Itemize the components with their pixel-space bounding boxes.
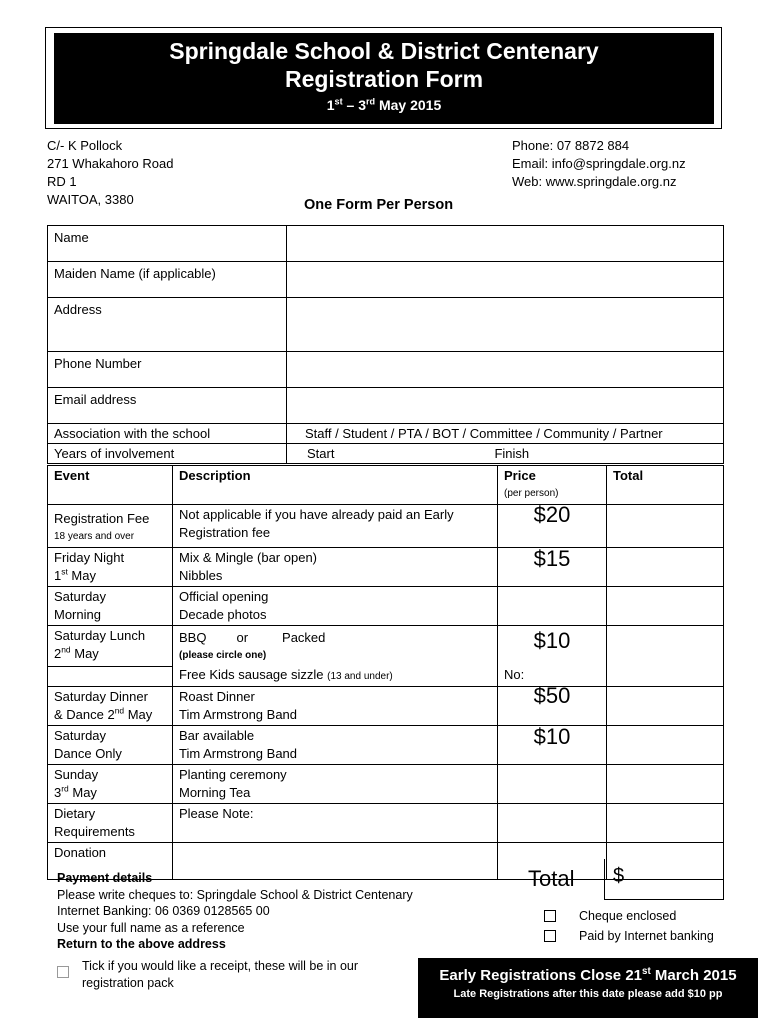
postal-address: C/- K Pollock 271 Whakahoro Road RD 1 WAITOA, 3380 bbox=[47, 138, 174, 207]
cheque-checkbox[interactable] bbox=[544, 910, 556, 922]
email-field[interactable] bbox=[287, 388, 724, 424]
association-options[interactable]: Staff / Student / PTA / BOT / Committee / Community / Partner bbox=[287, 424, 724, 444]
payment-details: Payment details Please write cheques to: Springdale School & District Centenary Internet Banking: 06 0369 0128565 00 Use your full name as a reference Return to the above address bbox=[57, 871, 413, 951]
early-registration-banner: Early Registrations Close 21st March 2015 Late Registrations after this date please add $10 pp bbox=[418, 958, 758, 1018]
association-label: Association with the school bbox=[48, 424, 287, 444]
header-total: Total bbox=[607, 466, 724, 505]
table-row: Friday Night 1st May Mix & Mingle (bar open) Nibbles $15 bbox=[48, 548, 724, 587]
events-table bbox=[47, 465, 724, 880]
header-event: Event bbox=[48, 466, 173, 505]
price-friday: $15 bbox=[498, 548, 607, 587]
phone-field[interactable] bbox=[287, 352, 724, 388]
form-title: Springdale School & District Centenary Registration Form bbox=[169, 38, 599, 92]
table-row: Sunday 3rd May Planting ceremony Morning Tea bbox=[48, 765, 724, 804]
header-description: Description bbox=[173, 466, 498, 505]
receipt-label: Tick if you would like a receipt, these will be in our registration pack bbox=[82, 959, 359, 990]
table-row: Saturday Lunch 2nd May BBQ or Packed (please circle one) $10 bbox=[48, 626, 724, 667]
table-row: Registration Fee 18 years and over Not applicable if you have already paid an Early Registration fee $20 bbox=[48, 505, 724, 548]
address-label: Address bbox=[48, 298, 287, 352]
total-cell[interactable] bbox=[607, 626, 724, 667]
table-row: Saturday Morning Official opening Decade photos bbox=[48, 587, 724, 626]
email-label: Email address bbox=[48, 388, 287, 424]
name-field[interactable] bbox=[287, 226, 724, 262]
total-cell[interactable] bbox=[607, 548, 724, 587]
bbq-option[interactable]: BBQ bbox=[179, 630, 207, 645]
kids-number[interactable]: No: bbox=[498, 666, 607, 687]
total-cell[interactable] bbox=[607, 587, 724, 626]
total-cell[interactable] bbox=[607, 666, 724, 687]
grand-total-field[interactable]: $ bbox=[604, 859, 724, 900]
start-label: Start bbox=[307, 446, 335, 461]
price-dance-only: $10 bbox=[498, 726, 607, 765]
table-header-row bbox=[48, 466, 724, 505]
receipt-checkbox[interactable] bbox=[57, 966, 69, 978]
header-banner bbox=[54, 33, 714, 124]
price-saturday-lunch: $10 bbox=[498, 626, 607, 667]
contact-details: Phone: 07 8872 884 Email: info@springdale.org.nz Web: www.springdale.org.nz bbox=[512, 138, 686, 189]
table-row: Free Kids sausage sizzle (13 and under) No: bbox=[48, 666, 724, 687]
internet-banking-checkbox[interactable] bbox=[544, 930, 556, 942]
table-row: Saturday Dance Only Bar available Tim Armstrong Band $10 bbox=[48, 726, 724, 765]
packed-option[interactable]: Packed bbox=[282, 630, 326, 645]
table-row: Dietary Requirements Please Note: bbox=[48, 804, 724, 843]
total-cell[interactable] bbox=[607, 687, 724, 726]
dietary-field[interactable]: Please Note: bbox=[173, 804, 498, 843]
cheque-label: Cheque enclosed bbox=[579, 909, 677, 923]
price-saturday-dinner: $50 bbox=[498, 687, 607, 726]
one-form-notice: One Form Per Person bbox=[304, 197, 454, 213]
address-field[interactable] bbox=[287, 298, 724, 352]
years-label: Years of involvement bbox=[48, 444, 287, 464]
grand-total-label: Total bbox=[528, 866, 575, 891]
internet-banking-label: Paid by Internet banking bbox=[579, 929, 714, 943]
total-cell[interactable] bbox=[607, 505, 724, 548]
maiden-name-field[interactable] bbox=[287, 262, 724, 298]
header-price: Price (per person) bbox=[498, 466, 607, 505]
table-row: Saturday Dinner & Dance 2nd May Roast Dinner Tim Armstrong Band $50 bbox=[48, 687, 724, 726]
personal-details-table bbox=[47, 225, 724, 464]
total-cell[interactable] bbox=[607, 765, 724, 804]
years-field[interactable] bbox=[287, 444, 724, 464]
event-dates: 1st – 3rd May 2015 bbox=[326, 96, 442, 113]
finish-label: Finish bbox=[494, 446, 530, 461]
total-cell[interactable] bbox=[607, 726, 724, 765]
table-row: Donation bbox=[48, 843, 724, 880]
name-label: Name bbox=[48, 226, 287, 262]
maiden-name-label: Maiden Name (if applicable) bbox=[48, 262, 287, 298]
phone-label: Phone Number bbox=[48, 352, 287, 388]
total-cell[interactable] bbox=[607, 804, 724, 843]
price-registration: $20 bbox=[498, 505, 607, 548]
